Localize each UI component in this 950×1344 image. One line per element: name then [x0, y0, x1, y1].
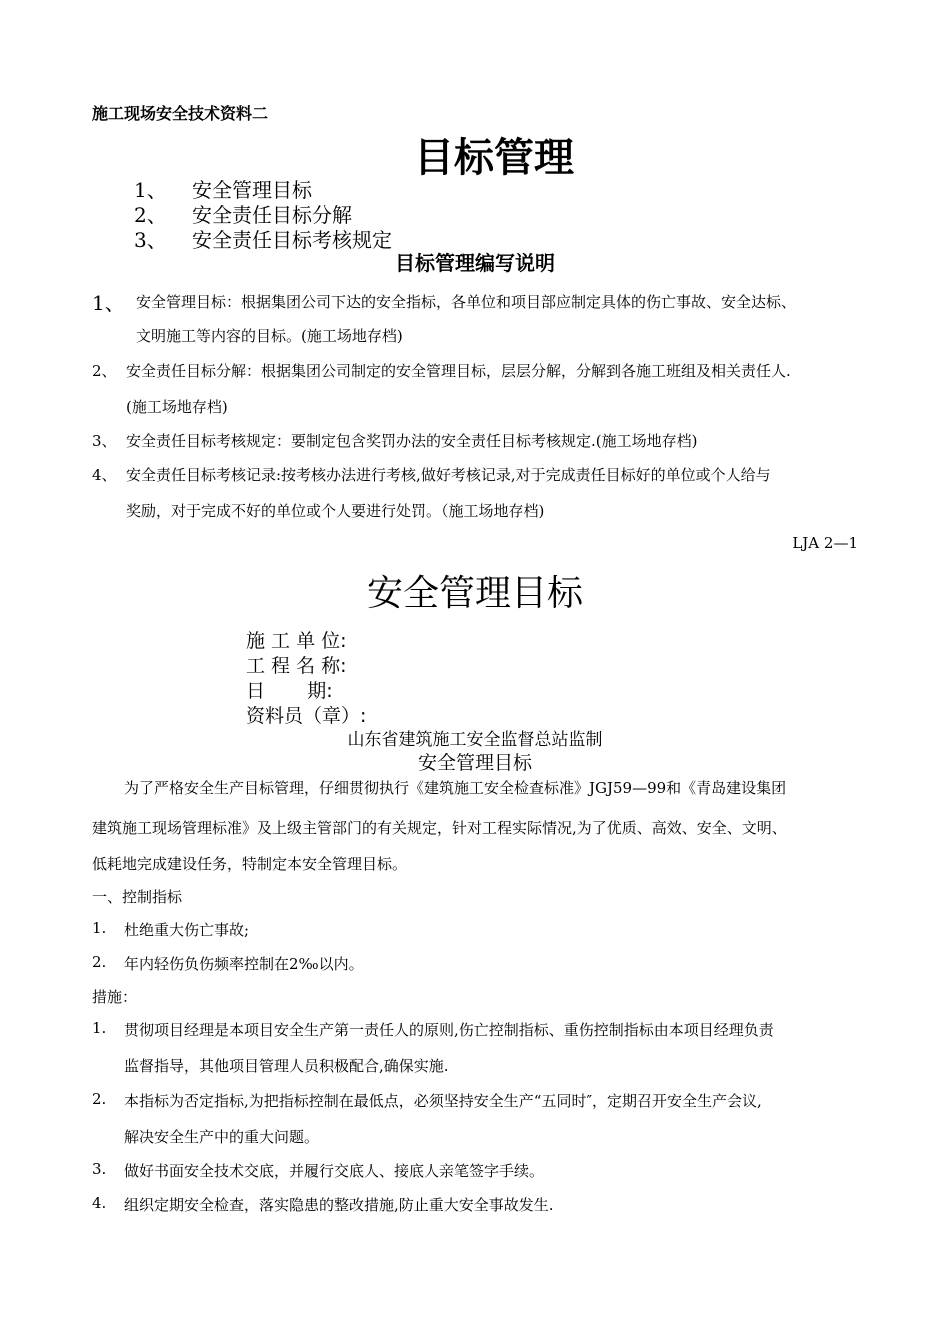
measures-label: 措施：: [92, 988, 138, 1006]
section-title: 安全管理目标: [417, 752, 532, 774]
section-heading: 一、控制指标: [92, 888, 183, 906]
intro-paragraph-line: 低耗地完成建设任务，特制定本安全管理目标。: [92, 855, 408, 873]
instruction-text: 安全责任目标考核记录:按考核办法进行考核,做好考核记录,对于完成责任目标好的单位或个人给与: [126, 466, 771, 484]
toc-number: 1、: [134, 178, 167, 202]
intro-paragraph-line: 为了严格安全生产目标管理，仔细贯彻执行《建筑施工安全检查标准》JGJ59—99和《青岛建设集团: [124, 779, 787, 797]
measure-text: 组织定期安全检查，落实隐患的整改措施,防止重大安全事故发生.: [124, 1196, 554, 1214]
supervision-note: 山东省建筑施工安全监督总站监制: [347, 730, 603, 750]
measure-text: 贯彻项目经理是本项目安全生产第一责任人的原则,伤亡控制指标、重伤控制指标由本项目经理负责: [124, 1021, 774, 1039]
instruction-text-cont: 奖励，对于完成不好的单位或个人要进行处罚。（施工场地存档): [126, 502, 545, 520]
measure-number: 4.: [92, 1194, 107, 1212]
toc-item: 安全责任目标考核规定: [192, 228, 392, 252]
measure-number: 2.: [92, 1090, 107, 1108]
form-code: LJA 2—1: [792, 534, 858, 552]
page-title: 目标管理: [414, 135, 574, 181]
form-field-project-name: 工 程 名 称:: [246, 655, 347, 677]
instruction-text: 安全责任目标分解：根据集团公司制定的安全管理目标，层层分解，分解到各施工班组及相关责任人.: [126, 362, 791, 380]
instruction-text-cont: (施工场地存档): [126, 398, 228, 416]
measure-text: 本指标为否定指标,为把指标控制在最低点，必须坚持安全生产“五同时″，定期召开安全生产会议,: [124, 1092, 762, 1110]
toc-number: 3、: [134, 228, 167, 252]
toc-item: 安全责任目标分解: [192, 203, 352, 227]
intro-paragraph-line: 建筑施工现场管理标准》及上级主管部门的有关规定，针对工程实际情况,为了优质、高效、安全、文明、: [92, 819, 787, 837]
instruction-text: 安全责任目标考核规定：要制定包含奖罚办法的安全责任目标考核规定.(施工场地存档): [126, 432, 698, 450]
indicator-text: 杜绝重大伤亡事故;: [124, 921, 250, 939]
instruction-text: 安全管理目标：根据集团公司下达的安全指标，各单位和项目部应制定具体的伤亡事故、安全达标、: [136, 293, 797, 311]
indicator-text: 年内轻伤负伤频率控制在2‰以内。: [124, 955, 364, 973]
document-header-label: 施工现场安全技术资料二: [92, 104, 269, 123]
cover-title: 安全管理目标: [366, 573, 583, 614]
measure-text: 做好书面安全技术交底，并履行交底人、接底人亲笔签字手续。: [124, 1162, 545, 1180]
instruction-text-cont: 文明施工等内容的目标。(施工场地存档): [136, 327, 403, 345]
form-field-construction-unit: 施 工 单 位:: [246, 630, 347, 652]
indicator-number: 2.: [92, 953, 107, 971]
measure-number: 1.: [92, 1019, 107, 1037]
measure-text-cont: 监督指导，其他项目管理人员积极配合,确保实施.: [124, 1057, 449, 1075]
instruction-number: 2、: [92, 362, 117, 380]
measure-text-cont: 解决安全生产中的重大问题。: [124, 1128, 320, 1146]
instruction-number: 1、: [92, 291, 125, 315]
toc-item: 安全管理目标: [192, 178, 312, 202]
form-field-date: 日 期:: [246, 680, 333, 702]
measure-number: 3.: [92, 1160, 107, 1178]
instruction-number: 4、: [92, 466, 117, 484]
instruction-number: 3、: [92, 432, 117, 450]
instructions-title: 目标管理编写说明: [395, 251, 555, 275]
form-field-data-clerk: 资料员（章）:: [246, 705, 367, 727]
toc-number: 2、: [134, 203, 167, 227]
indicator-number: 1.: [92, 919, 107, 937]
